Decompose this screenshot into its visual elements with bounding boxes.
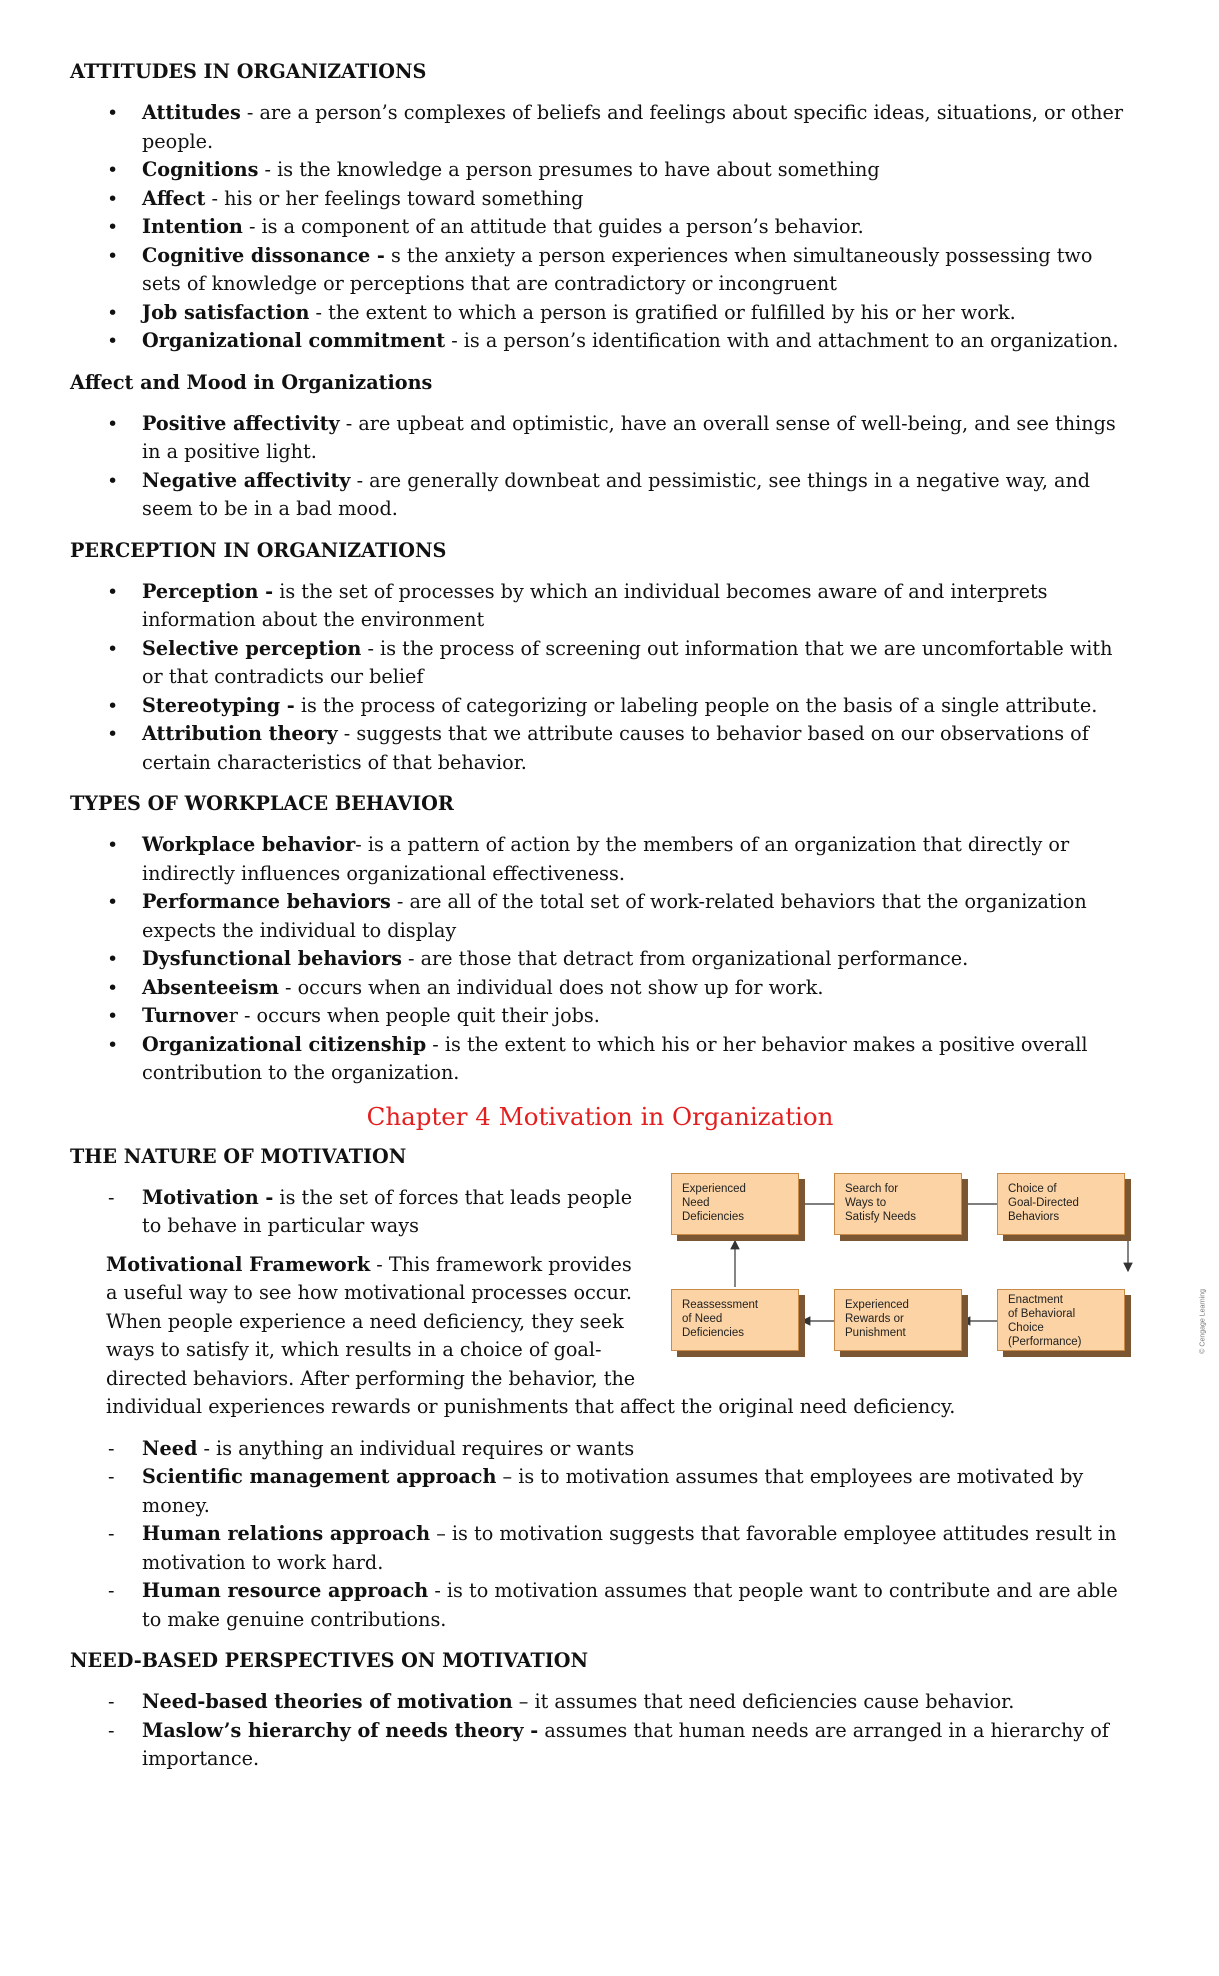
definition: - is a component of an attitude that guides a person’s behavior. bbox=[242, 215, 864, 238]
diagram-box-enactment bbox=[997, 1289, 1125, 1351]
section-heading-attitudes: ATTITUDES IN ORGANIZATIONS bbox=[70, 60, 427, 83]
definition: - the extent to which a person is gratified or fulfilled by his or her work. bbox=[309, 300, 1016, 324]
attitudes-list bbox=[70, 99, 1130, 356]
diagram-box-rewards-or-punishment bbox=[834, 1289, 962, 1351]
term: Need bbox=[142, 1436, 198, 1460]
box-line: of Behavioral bbox=[1008, 1307, 1076, 1320]
definition: - is the knowledge a person presumes to have about something bbox=[258, 158, 880, 181]
term: Motivation - bbox=[142, 1185, 274, 1209]
motivation-text-column bbox=[70, 1184, 640, 1394]
term: Performance behaviors bbox=[142, 890, 391, 913]
list-item bbox=[70, 692, 1130, 721]
workplace-list bbox=[70, 831, 1130, 1088]
document-page bbox=[70, 58, 1207, 1787]
section-heading-nature: THE NATURE OF MOTIVATION bbox=[70, 1144, 407, 1168]
list-item bbox=[70, 327, 1130, 356]
term: Human relations approach bbox=[142, 1522, 431, 1545]
definition: – is to motivation suggests that favorable employee attitudes result in motivation to work hard. bbox=[142, 1522, 1117, 1574]
definition: - are upbeat and optimistic, have an overall sense of well-being, and see things in a positive light. bbox=[142, 411, 1116, 463]
term: Positive affectivity bbox=[142, 411, 340, 435]
definition: – is to motivation assumes that employees are motivated by money. bbox=[142, 1465, 1084, 1517]
box-line: Behaviors bbox=[1008, 1210, 1060, 1223]
definition: is the set of processes by which an individual becomes aware of and interprets information about the environment bbox=[142, 579, 1048, 631]
definition: - his or her feelings toward something bbox=[205, 186, 584, 210]
affect-mood-list bbox=[70, 410, 1130, 524]
list-item bbox=[70, 1031, 1130, 1088]
perception-list bbox=[70, 578, 1130, 778]
box-line: Choice bbox=[1008, 1321, 1044, 1334]
box-line: Enactment bbox=[1008, 1293, 1063, 1306]
definition: assumes that human needs are arranged in a hierarchy of importance. bbox=[142, 1718, 1109, 1770]
term: Selective perception bbox=[142, 636, 362, 660]
term: Scientific management approach bbox=[142, 1465, 497, 1488]
term: Attribution theory bbox=[142, 722, 338, 745]
section-heading-perception: PERCEPTION IN ORGANIZATIONS bbox=[70, 538, 447, 562]
term: Workplace behavior bbox=[142, 833, 356, 856]
box-line: Satisfy Needs bbox=[845, 1210, 916, 1223]
definition: - is a pattern of action by the members of an organization that directly or indirectly influences organizational effectiveness. bbox=[142, 833, 1070, 885]
box-line: Rewards or bbox=[845, 1312, 904, 1325]
term: Intention bbox=[142, 215, 243, 238]
list-item bbox=[70, 1520, 1130, 1577]
list-item bbox=[70, 720, 1130, 777]
definition: - suggests that we attribute causes to behavior based on our observations of certain characteristics of that behavior. bbox=[142, 722, 1089, 774]
list-item bbox=[70, 156, 1130, 185]
term: Cognitive dissonance - bbox=[142, 243, 385, 267]
definition: - are generally downbeat and pessimistic, see things in a negative way, and seem to be in a bad mood. bbox=[142, 468, 1091, 520]
term: Cognitions bbox=[142, 158, 259, 181]
list-item bbox=[70, 578, 1130, 635]
term: Need-based theories of motivation bbox=[142, 1690, 513, 1713]
definition: – it assumes that need deficiencies cause behavior. bbox=[512, 1690, 1015, 1713]
diagram-box-reassessment bbox=[671, 1289, 799, 1351]
diagram-box-search-for-ways bbox=[834, 1173, 962, 1235]
definition: - is a person’s identification with and attachment to an organization. bbox=[445, 329, 1119, 352]
list-item bbox=[70, 888, 1130, 945]
list-item bbox=[70, 1577, 1130, 1634]
list-item bbox=[70, 242, 1130, 299]
list-item bbox=[70, 1463, 1130, 1520]
section-heading-workplace: TYPES OF WORKPLACE BEHAVIOR bbox=[70, 792, 454, 815]
definition: - are a person’s complexes of beliefs and feelings about specific ideas, situations, or other people. bbox=[142, 101, 1123, 153]
nature-of-motivation-section bbox=[70, 1143, 1207, 1422]
list-item bbox=[70, 1688, 1130, 1717]
term: Attitudes bbox=[142, 101, 241, 124]
box-line: Choice of bbox=[1008, 1182, 1057, 1195]
list-item bbox=[70, 831, 1130, 888]
framework-paragraph bbox=[106, 1251, 641, 1394]
definition: r - occurs when people quit their jobs. bbox=[228, 1004, 600, 1027]
list-item bbox=[70, 1002, 1130, 1031]
list-item bbox=[70, 467, 1130, 524]
list-item bbox=[70, 945, 1130, 974]
term: Organizational citizenship bbox=[142, 1032, 427, 1056]
list-item bbox=[70, 635, 1130, 692]
term: Organizational commitment bbox=[142, 329, 446, 352]
definition: - is to motivation assumes that people want to contribute and are able to make genuine contributions. bbox=[142, 1579, 1118, 1631]
definition: - are all of the total set of work-related behaviors that the organization expects the individual to display bbox=[142, 890, 1087, 942]
list-item bbox=[70, 213, 1130, 242]
definition: - is the extent to which his or her behavior makes a positive overall contribution to the organization. bbox=[142, 1032, 1088, 1084]
definition: - occurs when an individual does not show up for work. bbox=[278, 975, 824, 999]
motivation-approaches-list bbox=[70, 1435, 1130, 1635]
box-line: Deficiencies bbox=[682, 1210, 744, 1223]
diagram-box-experienced-need-deficiencies bbox=[671, 1173, 799, 1235]
chapter-title: Chapter 4 Motivation in Organization bbox=[366, 1101, 834, 1131]
list-item bbox=[70, 1184, 640, 1241]
term: Motivational Framework bbox=[106, 1252, 371, 1276]
term: Human resource approach bbox=[142, 1579, 429, 1602]
list-item bbox=[70, 299, 1130, 328]
list-item bbox=[70, 1435, 1130, 1464]
term: Negative affectivity bbox=[142, 468, 351, 492]
motivational-framework-diagram bbox=[670, 1159, 1207, 1379]
term: Turnove bbox=[142, 1004, 229, 1027]
term: Stereotyping - bbox=[142, 693, 295, 717]
box-line: Experienced bbox=[682, 1182, 746, 1195]
definition: - are those that detract from organizational performance. bbox=[401, 947, 969, 970]
motivation-list bbox=[70, 1184, 640, 1241]
box-line: Deficiencies bbox=[682, 1326, 744, 1339]
box-line: of Need bbox=[682, 1312, 723, 1325]
term: Affect bbox=[142, 186, 206, 210]
list-item bbox=[70, 410, 1130, 467]
definition: - is the process of screening out information that we are uncomfortable with or that contradicts our belief bbox=[142, 636, 1113, 688]
definition: is the process of categorizing or labeling people on the basis of a single attribute. bbox=[294, 693, 1098, 717]
box-line: Search for bbox=[845, 1182, 899, 1195]
definition: is the set of forces that leads people to behave in particular ways bbox=[142, 1185, 633, 1237]
diagram-credit: © Cengage Learning bbox=[1200, 1288, 1207, 1354]
term: Job satisfaction bbox=[142, 300, 310, 324]
box-line: Need bbox=[682, 1196, 710, 1209]
need-based-list bbox=[70, 1688, 1130, 1774]
box-line: Reassessment bbox=[682, 1298, 759, 1311]
diagram-box-choice-of-behaviors bbox=[997, 1173, 1125, 1235]
box-line: (Performance) bbox=[1008, 1335, 1082, 1348]
section-heading-need-based: NEED-BASED PERSPECTIVES ON MOTIVATION bbox=[70, 1649, 589, 1672]
box-line: Punishment bbox=[845, 1326, 906, 1339]
box-line: Experienced bbox=[845, 1298, 909, 1311]
box-line: Goal-Directed bbox=[1008, 1196, 1079, 1209]
term: Absenteeism bbox=[142, 975, 279, 999]
definition: - is anything an individual requires or wants bbox=[197, 1436, 635, 1460]
list-item bbox=[70, 974, 1130, 1003]
box-line: Ways to bbox=[845, 1196, 887, 1209]
list-item bbox=[70, 185, 1130, 214]
term: Maslow’s hierarchy of needs theory - bbox=[142, 1718, 539, 1742]
term: Perception - bbox=[142, 579, 274, 603]
definition: - This framework provides a useful way to see how motivational processes occur. When people experience a need deficiency, they seek ways to satisfy it, which results in a choice of goal-directed behaviors. After performing the behavior, the bbox=[106, 1252, 636, 1390]
list-item bbox=[70, 1717, 1130, 1774]
term: Dysfunctional behaviors bbox=[142, 947, 402, 970]
section-heading-affect-mood: Affect and Mood in Organizations bbox=[70, 370, 433, 394]
definition: s the anxiety a person experiences when simultaneously possessing two sets of knowledge or perceptions that are contradictory or incongruent bbox=[142, 243, 1093, 295]
framework-paragraph-tail: individual experiences rewards or punishments that affect the original need deficiency. bbox=[106, 1395, 956, 1418]
list-item bbox=[70, 99, 1130, 156]
